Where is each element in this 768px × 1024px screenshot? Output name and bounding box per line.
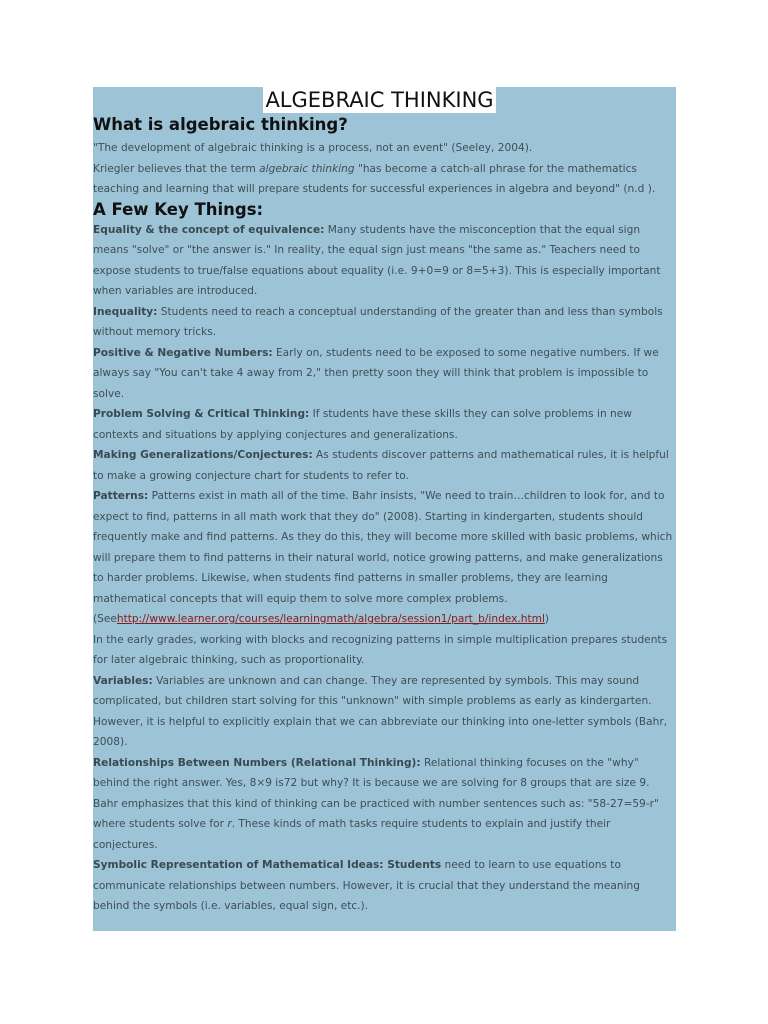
document-title: ALGEBRAIC THINKING (265, 88, 494, 112)
item-term: Variables: (93, 674, 153, 687)
document-body (93, 87, 676, 917)
item-positive-negative (93, 343, 676, 405)
item-term: Symbolic Representation of Mathematical Ideas: Students (93, 859, 442, 871)
item-variables (93, 671, 676, 753)
see-close: ) (544, 613, 550, 625)
item-text-em: r (227, 818, 232, 830)
kriegler-paragraph (93, 159, 676, 200)
section-heading-key-things: A Few Key Things: (93, 199, 264, 219)
item-text: Students need to reach a conceptual understanding of the greater than and less than symbols without memory tricks. (93, 305, 663, 338)
item-patterns (93, 486, 676, 630)
item-text: Variables are unknown and can change. They are represented by symbols. This may sound complicated, but children start solving for this "unknown" with simple problems as early as kindergarten. However, it is helpful to explicitly explain that we can abbreviate our thinking into one-letter symbols (Bahr, 2008). (93, 674, 668, 748)
item-relationships (93, 753, 676, 856)
item-text: If students have these skills they can solve problems in new contexts and situations by applying conjectures and generalizations. (93, 408, 632, 441)
seeley-quote: "The development of algebraic thinking is a process, not an event" (Seeley, 2004). (93, 142, 533, 154)
item-text: As students discover patterns and mathematical rules, it is helpful to make a growing conjecture chart for students to refer to. (93, 449, 669, 482)
kriegler-emphasis: algebraic thinking (259, 162, 355, 175)
item-text-post: . These kinds of math tasks require students to explain and justify their conjectures. (93, 818, 611, 851)
early-grades-paragraph: In the early grades, working with blocks and recognizing patterns in simple multiplication prepares students for later algebraic thinking, such as proportionality. (93, 633, 668, 666)
item-text: Many students have the misconception that the equal sign means "solve" or "the answer is." In reality, the equal sign just means "the same as." Teachers need to expose students to true/false equations about equality (i.e. 9+0=9 or 8=5+3). This is especially important when variables are introduced. (93, 223, 661, 297)
item-term: Making Generalizations/Conjectures: (93, 449, 313, 461)
item-term: Patterns: (93, 490, 149, 502)
see-open: (See (93, 613, 117, 625)
item-term: Equality & the concept of equivalence: (93, 223, 325, 236)
item-text: Early on, students need to be exposed to some negative numbers. If we always say "You can't take 4 away from 2," then pretty soon they will think that problem is impossible to solve. (93, 346, 659, 400)
item-term: Inequality: (93, 305, 158, 318)
item-text: Patterns exist in math all of the time. Bahr insists, "We need to train…children to look for, and to expect to find, patterns in all math work that they do" (2008). Starting in kindergarten, students should frequently make and find patterns. As they do this, they will become more skilled with basic problems, which will prepare them to find patterns in their natural world, notice growing patterns, and make generalizations to harder problems. Likewise, when students find patterns in smaller problems, they are learning mathematical concepts that will equip them to solve more complex problems. (93, 490, 673, 605)
item-generalizations (93, 445, 676, 486)
item-symbolic (93, 855, 676, 917)
section-heading-what-is: What is algebraic thinking? (93, 115, 348, 134)
item-text: need to learn to use equations to communicate relationships between numbers. However, it is crucial that they understand the meaning behind the symbols (i.e. variables, equal sign, etc.). (93, 859, 640, 912)
item-term: Problem Solving & Critical Thinking: (93, 408, 310, 420)
kriegler-text-pre: Kriegler believes that the term (93, 162, 260, 175)
title-container (93, 87, 676, 115)
item-term: Relationships Between Numbers (Relational Thinking): (93, 756, 421, 769)
item-inequality (93, 302, 676, 343)
item-problem-solving (93, 404, 676, 445)
item-text-pre: Relational thinking focuses on the "why" behind the right answer. Yes, 8×9 is72 but why? It is because we are solving for 8 groups that are size 9. Bahr emphasizes that this kind of thinking can be practiced with number sentences such as: "58-27=59-r" where students solve for (93, 756, 659, 830)
item-equality (93, 220, 676, 302)
learner-org-link[interactable]: http://www.learner.org/courses/learningmath/algebra/session1/part_b/index.html (116, 613, 545, 625)
kriegler-text-post: "has become a catch-all phrase for the mathematics teaching and learning that will prepare students for successful experiences in algebra and beyond" (n.d ). (93, 162, 656, 195)
item-term: Positive & Negative Numbers: (93, 346, 273, 359)
